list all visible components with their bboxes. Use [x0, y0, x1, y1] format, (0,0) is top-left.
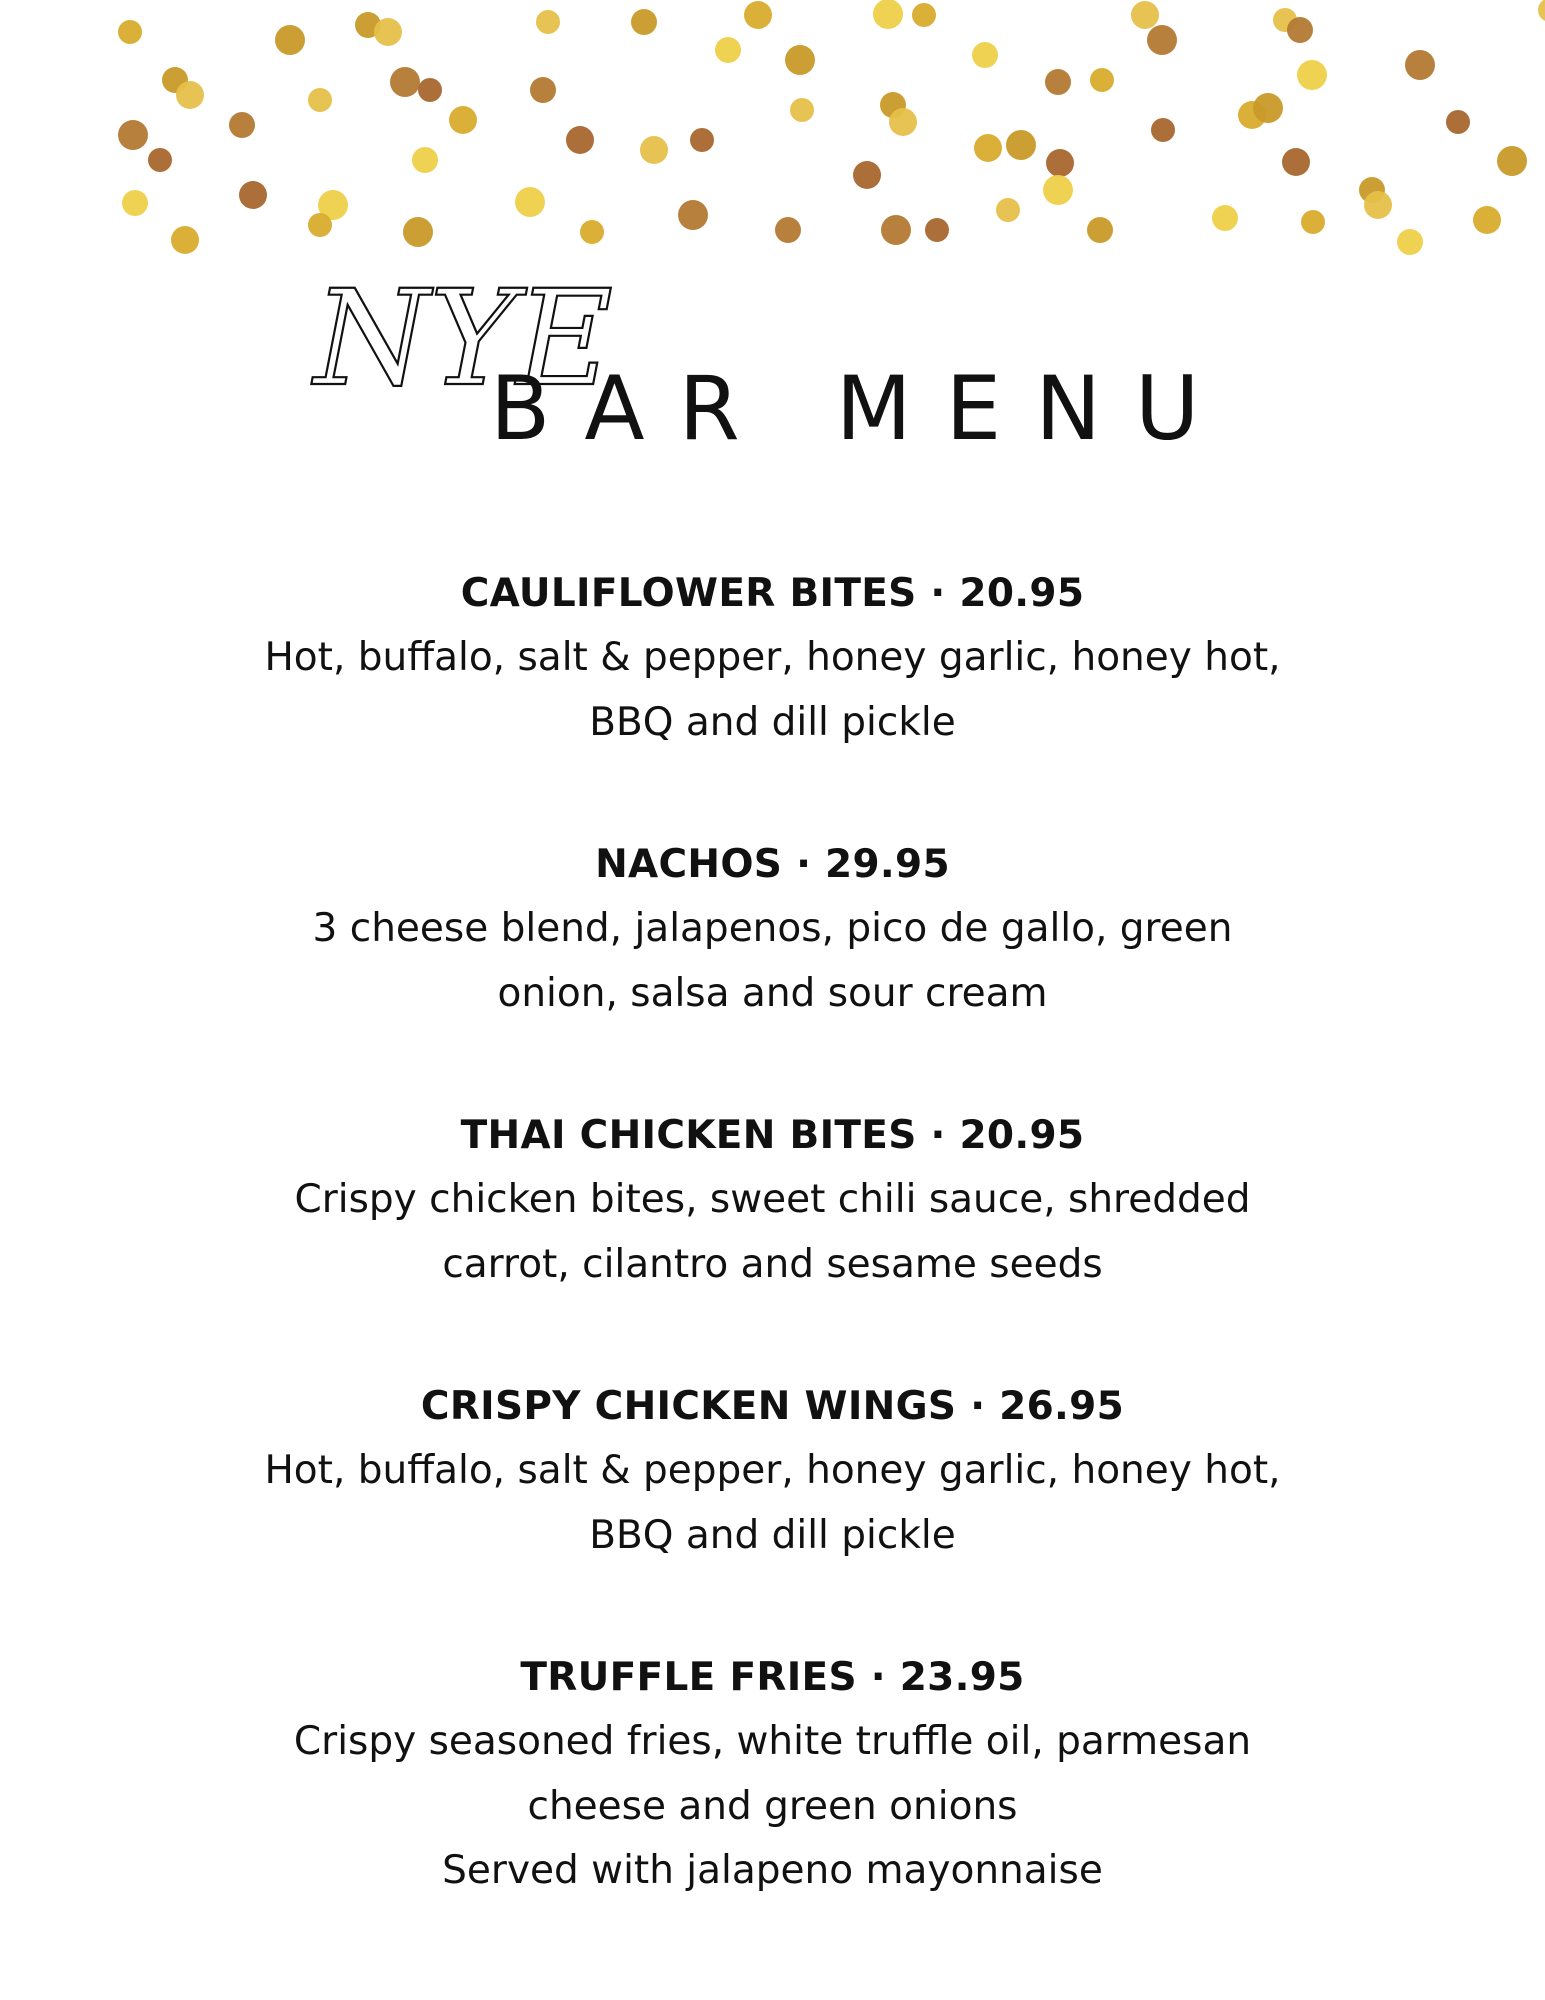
confetti-dot [1287, 17, 1313, 43]
menu-item-description-line: Crispy seasoned fries, white truffle oil, parmesan [293, 1719, 1252, 1764]
confetti-dot [775, 217, 801, 243]
confetti-dot [1043, 175, 1073, 205]
confetti-dot [566, 126, 594, 154]
confetti-dot [1497, 146, 1527, 176]
confetti-dot [449, 106, 477, 134]
confetti-dot [853, 161, 881, 189]
confetti-dot [640, 136, 668, 164]
confetti-dot [403, 217, 433, 247]
page-title: BAR MENU [490, 357, 1234, 460]
menu-list [0, 562, 1545, 1982]
menu-item-description-line: 3 cheese blend, jalapenos, pico de gallo, green [312, 906, 1233, 951]
confetti-dot [790, 98, 814, 122]
confetti-dot [390, 67, 420, 97]
menu-item [0, 1375, 1545, 1568]
confetti-dot [530, 77, 556, 103]
confetti-dot [1473, 206, 1501, 234]
confetti-dot [1405, 50, 1435, 80]
confetti-dot [308, 88, 332, 112]
menu-item-name: NACHOS · 29.95 [595, 842, 950, 887]
confetti-dot [912, 3, 936, 27]
confetti-dot [1301, 210, 1325, 234]
script-title-text: NYE [314, 262, 613, 416]
confetti-dot [418, 78, 442, 102]
confetti-dot [1006, 130, 1036, 160]
menu-item [0, 562, 1545, 755]
menu-item-description-line: cheese and green onions [527, 1783, 1018, 1829]
menu-item-name: TRUFFLE FRIES · 23.95 [520, 1655, 1025, 1700]
confetti-dot [1090, 68, 1114, 92]
menu-item-description-line: Served with jalapeno mayonnaise [442, 1848, 1103, 1893]
menu-item [0, 1646, 1545, 1904]
confetti-dot [1045, 69, 1071, 95]
confetti-dot [580, 220, 604, 244]
confetti-dot [1253, 93, 1283, 123]
confetti-dot [229, 112, 255, 138]
confetti-dot [118, 20, 142, 44]
confetti-dot [1364, 191, 1392, 219]
menu-item-name: CRISPY CHICKEN WINGS · 26.95 [420, 1384, 1125, 1429]
confetti-dot [996, 198, 1020, 222]
menu-item [0, 833, 1545, 1026]
confetti-dot [889, 108, 917, 136]
menu-item-description-line: Hot, buffalo, salt & pepper, honey garlic, honey hot, [264, 635, 1281, 680]
confetti-dot [275, 25, 305, 55]
confetti-dot [536, 10, 560, 34]
menu-item-description-line: onion, salsa and sour cream [497, 970, 1048, 1016]
gold-confetti-decoration [0, 0, 1545, 270]
confetti-dot [1131, 1, 1159, 29]
confetti-dot [744, 1, 772, 29]
confetti-dot [690, 128, 714, 152]
confetti-dot [925, 218, 949, 242]
menu-item-description-line: BBQ and dill pickle [589, 1512, 956, 1558]
confetti-dot [1446, 110, 1470, 134]
menu-item-name: CAULIFLOWER BITES · 20.95 [460, 571, 1085, 616]
confetti-dot [515, 187, 545, 217]
confetti-dot [1397, 229, 1423, 255]
confetti-dot [972, 42, 998, 68]
confetti-dot [678, 200, 708, 230]
menu-item-description-line: BBQ and dill pickle [589, 699, 956, 745]
confetti-dot [1046, 149, 1074, 177]
confetti-dot [374, 18, 402, 46]
confetti-dot [785, 45, 815, 75]
menu-item-description-line: carrot, cilantro and sesame seeds [442, 1241, 1103, 1287]
confetti-dot [974, 134, 1002, 162]
menu-item-description-line: Hot, buffalo, salt & pepper, honey garlic, honey hot, [264, 1448, 1281, 1493]
confetti-dot [308, 213, 332, 237]
menu-item [0, 1104, 1545, 1297]
confetti-dot [881, 215, 911, 245]
confetti-dot [1297, 60, 1327, 90]
confetti-dot [631, 9, 657, 35]
confetti-dot [1151, 118, 1175, 142]
confetti-dot [1087, 217, 1113, 243]
confetti-dot [873, 0, 903, 29]
confetti-dot [118, 120, 148, 150]
confetti-dot [412, 147, 438, 173]
confetti-dot [176, 81, 204, 109]
confetti-dot [148, 148, 172, 172]
confetti-dot [122, 190, 148, 216]
confetti-dot [1282, 148, 1310, 176]
confetti-dot [1538, 0, 1545, 22]
confetti-dot [1147, 25, 1177, 55]
confetti-dot [715, 37, 741, 63]
confetti-dot [1212, 205, 1238, 231]
confetti-dot [171, 226, 199, 254]
menu-item-name: THAI CHICKEN BITES · 20.95 [460, 1113, 1085, 1158]
menu-item-description-line: Crispy chicken bites, sweet chili sauce, shredded [294, 1177, 1251, 1222]
confetti-dot [239, 181, 267, 209]
